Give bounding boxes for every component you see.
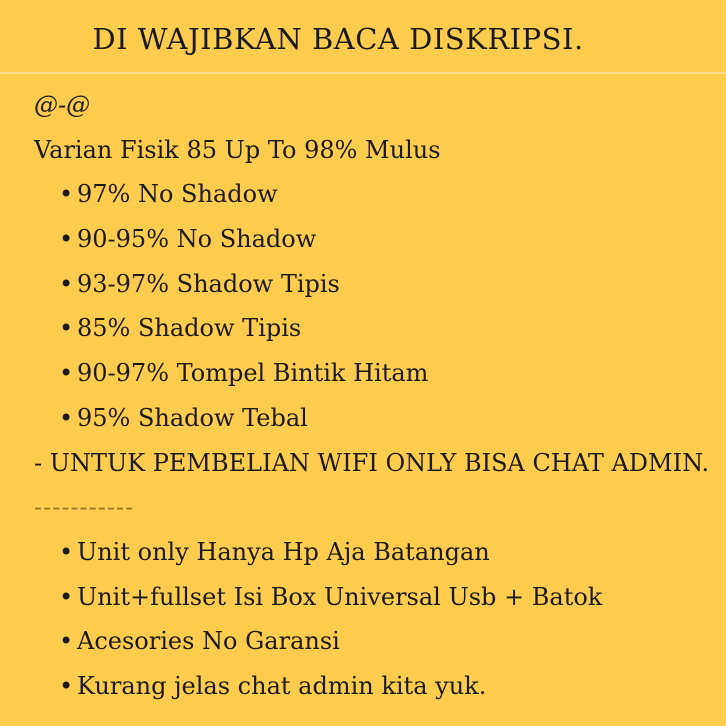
variant-heading: Varian Fisik 85 Up To 98% Mulus xyxy=(34,135,441,164)
bullet-icon: • xyxy=(59,180,74,209)
detail-item: • Kurang jelas chat admin kita yuk. xyxy=(34,668,714,713)
variant-item: • 90-97% Tompel Bintik Hitam xyxy=(34,355,714,400)
bullet-icon: • xyxy=(59,627,74,656)
bullet-icon: • xyxy=(59,359,74,388)
variant-item: • 85% Shadow Tipis xyxy=(34,310,714,355)
separator-dashes: ----------- xyxy=(34,493,135,522)
detail-item: • Acesories No Garansi xyxy=(34,623,714,668)
variant-item: • 97% No Shadow xyxy=(34,176,714,221)
intro-marker: @-@ xyxy=(34,91,91,119)
bullet-icon: • xyxy=(59,225,74,254)
variant-item: • 93-97% Shadow Tipis xyxy=(34,266,714,311)
bullet-icon: • xyxy=(59,671,74,700)
bullet-icon: • xyxy=(59,403,74,432)
wifi-note: - UNTUK PEMBELIAN WIFI ONLY BISA CHAT ADMIN. xyxy=(34,448,710,477)
title-divider xyxy=(0,72,726,74)
variant-item: • 90-95% No Shadow xyxy=(34,221,714,266)
bullet-icon: • xyxy=(59,582,74,611)
variant-list xyxy=(34,176,714,444)
page-title: DI WAJIBKAN BACA DISKRIPSI. xyxy=(92,22,584,56)
bullet-icon: • xyxy=(59,314,74,343)
variant-item: • 95% Shadow Tebal xyxy=(34,400,714,445)
bullet-icon: • xyxy=(59,269,74,298)
description-body xyxy=(34,87,714,713)
bullet-icon: • xyxy=(59,537,74,566)
detail-item: • Unit+fullset Isi Box Universal Usb + Batok xyxy=(34,579,714,624)
detail-item: • Unit only Hanya Hp Aja Batangan xyxy=(34,534,714,579)
detail-list xyxy=(34,534,714,713)
